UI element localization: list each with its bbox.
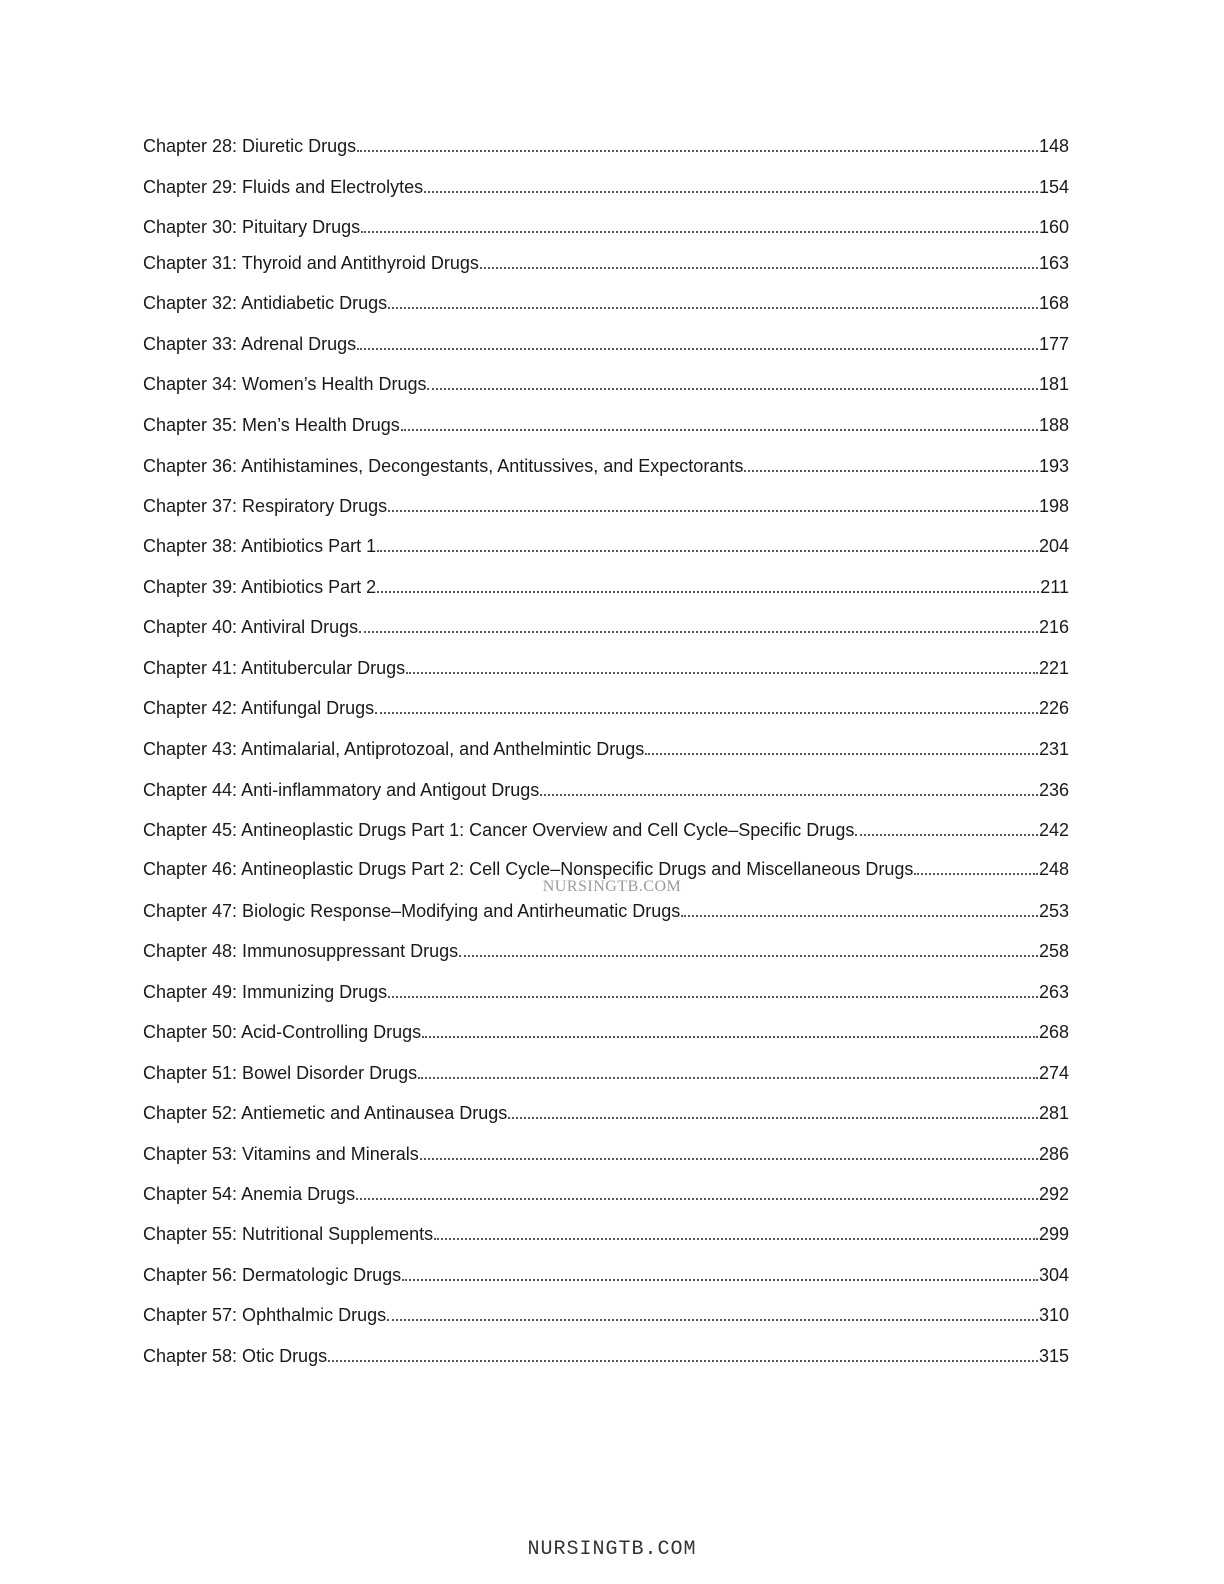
toc-entry-title: Chapter 53: Vitamins and Minerals	[143, 1144, 419, 1164]
toc-entry-title: Chapter 35: Men’s Health Drugs	[143, 415, 400, 435]
toc-entry-page: 310	[1038, 1305, 1069, 1325]
toc-entry[interactable]	[143, 494, 1069, 518]
toc-entry-title: Chapter 58: Otic Drugs	[143, 1346, 328, 1366]
toc-entry-page: 315	[1038, 1346, 1069, 1366]
dot-leader	[418, 1077, 1038, 1079]
toc-entry-title: Chapter 51: Bowel Disorder Drugs	[143, 1063, 418, 1083]
dot-leader	[508, 1117, 1038, 1119]
dot-leader	[645, 753, 1038, 755]
toc-entry-title: Chapter 40: Antiviral Drugs	[143, 617, 359, 637]
toc-entry[interactable]	[143, 575, 1069, 599]
toc-entry-title: Chapter 34: Women’s Health Drugs	[143, 374, 427, 394]
toc-entry-title: Chapter 49: Immunizing Drugs	[143, 982, 388, 1002]
toc-entry[interactable]	[143, 215, 1069, 239]
dot-leader	[744, 470, 1038, 472]
toc-entry-page: 216	[1038, 617, 1069, 637]
toc-entry-page: 163	[1038, 253, 1069, 273]
toc-entry-title: Chapter 48: Immunosuppressant Drugs	[143, 941, 459, 961]
dot-leader	[328, 1360, 1038, 1362]
toc-entry-page: 221	[1038, 658, 1069, 678]
toc-entry-page: 226	[1038, 698, 1069, 718]
toc-entry-page: 299	[1038, 1224, 1069, 1244]
toc-entry-page: 304	[1038, 1265, 1069, 1285]
dot-leader	[361, 231, 1038, 233]
dot-leader	[406, 672, 1038, 674]
dot-leader	[388, 510, 1038, 512]
dot-leader	[388, 307, 1038, 309]
toc-entry-page: 281	[1038, 1103, 1069, 1123]
dot-leader	[377, 550, 1038, 552]
toc-entry[interactable]	[143, 737, 1069, 761]
toc-entry-title: Chapter 42: Antifungal Drugs	[143, 698, 375, 718]
toc-entry-page: 211	[1040, 577, 1069, 597]
dot-leader	[401, 429, 1038, 431]
toc-entry-title: Chapter 46: Antineoplastic Drugs Part 2: Cell Cycle–Nonspecific Drugs and Miscellaneous Drugs	[143, 859, 914, 879]
dot-leader	[422, 1036, 1038, 1038]
toc-entry-title: Chapter 41: Antitubercular Drugs	[143, 658, 406, 678]
toc-entry-title: Chapter 33: Adrenal Drugs	[143, 334, 357, 354]
toc-entry-page: 274	[1038, 1063, 1069, 1083]
mid-watermark: NURSINGTB.COM	[542, 878, 682, 895]
toc-entry-title: Chapter 55: Nutritional Supplements	[143, 1224, 434, 1244]
toc-entry[interactable]	[143, 1303, 1069, 1327]
dot-leader	[424, 191, 1038, 193]
dot-leader	[427, 388, 1037, 390]
toc-entry-page: 181	[1038, 374, 1069, 394]
toc-entry-title: Chapter 43: Antimalarial, Antiprotozoal, and Anthelmintic Drugs	[143, 739, 645, 759]
dot-leader	[681, 915, 1038, 917]
toc-entry-page: 286	[1038, 1144, 1069, 1164]
toc-entry[interactable]	[143, 980, 1069, 1004]
toc-entry[interactable]	[143, 175, 1069, 199]
toc-entry-title: Chapter 47: Biologic Response–Modifying and Antirheumatic Drugs	[143, 901, 681, 921]
toc-entry-title: Chapter 38: Antibiotics Part 1	[143, 536, 377, 556]
toc-entry-title: Chapter 50: Acid-Controlling Drugs	[143, 1022, 422, 1042]
toc-entry-page: 231	[1038, 739, 1069, 759]
toc-entry[interactable]	[143, 413, 1069, 437]
toc-entry[interactable]	[143, 1020, 1069, 1044]
toc-entry[interactable]	[143, 534, 1069, 558]
toc-entry-page: 292	[1038, 1184, 1069, 1204]
toc-entry[interactable]	[143, 1263, 1069, 1287]
toc-entry-page: 148	[1038, 136, 1069, 156]
toc-entry[interactable]	[143, 696, 1069, 720]
toc-entry-title: Chapter 28: Diuretic Drugs	[143, 136, 357, 156]
toc-entry[interactable]	[143, 615, 1069, 639]
toc-entry-title: Chapter 37: Respiratory Drugs	[143, 496, 388, 516]
dot-leader	[359, 631, 1038, 633]
toc-entry-page: 154	[1038, 177, 1069, 197]
toc-entry-title: Chapter 44: Anti-inflammatory and Antigout Drugs	[143, 780, 540, 800]
table-of-contents	[143, 0, 1069, 1584]
toc-entry-page: 268	[1038, 1022, 1069, 1042]
toc-entry-title: Chapter 56: Dermatologic Drugs	[143, 1265, 402, 1285]
toc-entry[interactable]	[143, 899, 1069, 923]
toc-entry[interactable]	[143, 656, 1069, 680]
toc-entry-title: Chapter 57: Ophthalmic Drugs	[143, 1305, 387, 1325]
toc-entry-page: 204	[1038, 536, 1069, 556]
dot-leader	[434, 1238, 1038, 1240]
toc-entry[interactable]	[143, 939, 1069, 963]
toc-entry-page: 198	[1038, 496, 1069, 516]
footer-watermark: NURSINGTB.COM	[527, 1538, 697, 1561]
toc-entry[interactable]	[143, 778, 1069, 802]
toc-entry[interactable]	[143, 1061, 1069, 1085]
toc-entry-page: 253	[1038, 901, 1069, 921]
toc-entry-title: Chapter 52: Antiemetic and Antinausea Drugs	[143, 1103, 508, 1123]
toc-entry[interactable]	[143, 454, 1069, 478]
toc-entry-title: Chapter 36: Antihistamines, Decongestants, Antitussives, and Expectorants	[143, 456, 744, 476]
toc-entry[interactable]	[143, 818, 1069, 842]
dot-leader	[357, 150, 1038, 152]
dot-leader	[356, 1198, 1038, 1200]
dot-leader	[357, 348, 1038, 350]
toc-entry-page: 193	[1038, 456, 1069, 476]
toc-entry-page: 236	[1038, 780, 1069, 800]
dot-leader	[914, 873, 1038, 875]
toc-entry-page: 177	[1038, 334, 1069, 354]
dot-leader	[480, 267, 1038, 269]
toc-entry[interactable]	[143, 332, 1069, 356]
dot-leader	[387, 1319, 1038, 1321]
toc-entry-page: 188	[1038, 415, 1069, 435]
toc-entry[interactable]	[143, 1344, 1069, 1368]
dot-leader	[402, 1279, 1038, 1281]
toc-entry[interactable]	[143, 134, 1069, 158]
toc-entry-page: 168	[1038, 293, 1069, 313]
toc-entry-title: Chapter 30: Pituitary Drugs	[143, 217, 361, 237]
toc-entry-title: Chapter 39: Antibiotics Part 2	[143, 577, 377, 597]
toc-entry-title: Chapter 32: Antidiabetic Drugs	[143, 293, 388, 313]
toc-entry-page: 160	[1038, 217, 1069, 237]
toc-entry[interactable]	[143, 1101, 1069, 1125]
toc-entry[interactable]	[143, 1182, 1069, 1206]
toc-entry-page: 248	[1038, 859, 1069, 879]
toc-entry-title: Chapter 45: Antineoplastic Drugs Part 1: Cancer Overview and Cell Cycle–Specific Drugs	[143, 820, 855, 840]
toc-entry[interactable]	[143, 1142, 1069, 1166]
toc-entry[interactable]	[143, 251, 1069, 275]
toc-entry[interactable]	[143, 372, 1069, 396]
dot-leader	[855, 834, 1038, 836]
toc-entry[interactable]	[143, 1222, 1069, 1246]
toc-entry-title: Chapter 54: Anemia Drugs	[143, 1184, 356, 1204]
toc-entry-page: 242	[1038, 820, 1069, 840]
dot-leader	[388, 996, 1038, 998]
toc-entry-page: 263	[1038, 982, 1069, 1002]
dot-leader	[375, 712, 1038, 714]
dot-leader	[420, 1158, 1038, 1160]
dot-leader	[459, 955, 1038, 957]
dot-leader	[540, 794, 1038, 796]
toc-entry-title: Chapter 31: Thyroid and Antithyroid Drugs	[143, 253, 479, 273]
dot-leader	[377, 591, 1039, 593]
toc-entry-page: 258	[1038, 941, 1069, 961]
toc-entry[interactable]	[143, 291, 1069, 315]
toc-entry-title: Chapter 29: Fluids and Electrolytes	[143, 177, 424, 197]
